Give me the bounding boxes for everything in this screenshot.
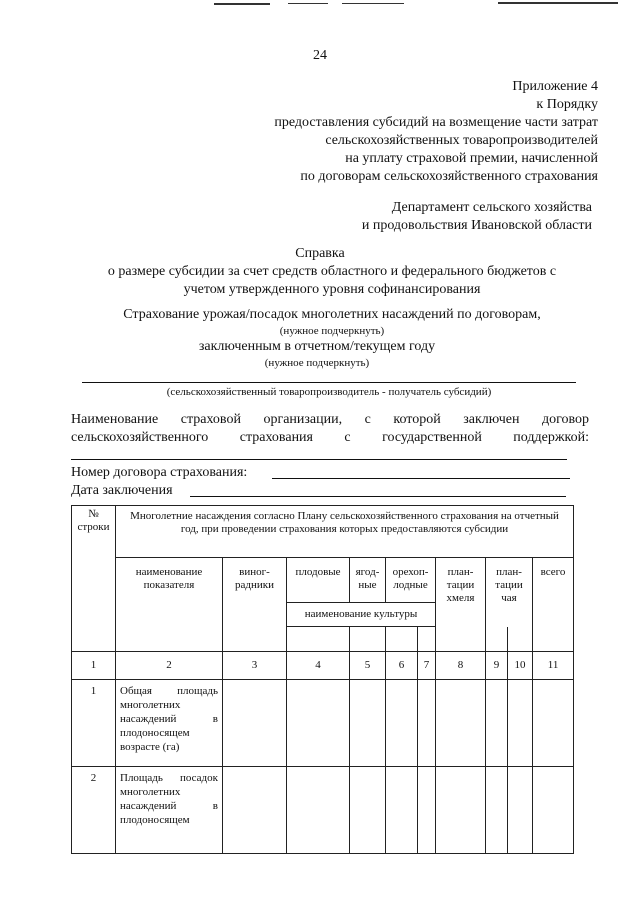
empty-cell bbox=[287, 627, 350, 652]
empty-cell bbox=[436, 627, 486, 652]
scan-artifact bbox=[214, 3, 270, 5]
col-number: 4 bbox=[287, 652, 350, 680]
scan-artifact bbox=[288, 3, 328, 4]
col-berry-header: ягод-ные bbox=[350, 558, 386, 603]
appendix-line: сельскохозяйственных товаропроизводителей bbox=[325, 133, 598, 148]
empty-cell bbox=[486, 627, 508, 652]
insurance-line: заключенным в отчетном/текущем году bbox=[198, 339, 436, 354]
data-cell[interactable] bbox=[287, 680, 350, 767]
data-cell[interactable] bbox=[533, 680, 574, 767]
contract-number-field[interactable] bbox=[272, 478, 570, 479]
department-line: Департамент сельского хозяйства bbox=[391, 200, 592, 215]
certificate-subtitle: учетом утвержденного уровня софинансирования bbox=[183, 282, 481, 297]
contract-number-label: Номер договора страхования: bbox=[71, 465, 248, 480]
col-nut-header: орехоп-лодные bbox=[386, 558, 436, 603]
appendix-line: по договорам сельскохозяйственного страхования bbox=[300, 169, 598, 184]
col-tea-header: план-тации чая bbox=[486, 558, 533, 627]
appendix-line: на уплату страховой премии, начисленной bbox=[345, 151, 598, 166]
insurance-line: Страхование урожая/посадок многолетних насаждений по договорам, bbox=[123, 307, 541, 322]
col-number: 7 bbox=[418, 652, 436, 680]
table-row bbox=[72, 680, 574, 767]
appendix-line: к Порядку bbox=[536, 97, 598, 112]
row-indicator: Площадь посадок многолетних насаждений в плодоносящем bbox=[116, 767, 223, 854]
col-number: 2 bbox=[116, 652, 223, 680]
col-number: 1 bbox=[72, 652, 116, 680]
department-line: и продовольствия Ивановской области bbox=[361, 218, 592, 233]
data-cell[interactable] bbox=[386, 680, 418, 767]
data-cell[interactable] bbox=[418, 767, 436, 854]
page-number: 24 bbox=[313, 48, 327, 63]
empty-cell bbox=[386, 627, 418, 652]
col-number: 11 bbox=[533, 652, 574, 680]
data-cell[interactable] bbox=[486, 680, 508, 767]
row-number: 1 bbox=[72, 680, 116, 767]
empty-cell bbox=[350, 627, 386, 652]
data-cell[interactable] bbox=[223, 680, 287, 767]
data-cell[interactable] bbox=[436, 767, 486, 854]
col-fruit-header: плодовые bbox=[287, 558, 350, 603]
table-row bbox=[72, 767, 574, 854]
data-cell[interactable] bbox=[287, 767, 350, 854]
col-indicator-header: наименование показателя bbox=[116, 558, 223, 652]
insurer-text bbox=[71, 411, 589, 447]
scan-artifact bbox=[342, 3, 404, 4]
scan-artifact bbox=[498, 2, 618, 4]
col-number: 3 bbox=[223, 652, 287, 680]
contract-date-label: Дата заключения bbox=[71, 483, 173, 498]
data-cell[interactable] bbox=[486, 767, 508, 854]
col-number: 8 bbox=[436, 652, 486, 680]
insurer-line: сельскохозяйственного страхования с государственной поддержкой: bbox=[71, 430, 589, 445]
col-number: 10 bbox=[508, 652, 533, 680]
department-block bbox=[250, 199, 592, 235]
appendix-block bbox=[180, 78, 598, 186]
col-total-header: всего bbox=[533, 558, 574, 652]
appendix-line: предоставления субсидий на возмещение части затрат bbox=[274, 115, 598, 130]
empty-cell bbox=[418, 627, 436, 652]
certificate-title: Справка bbox=[295, 246, 345, 261]
data-cell[interactable] bbox=[508, 680, 533, 767]
subsidy-table bbox=[71, 505, 574, 854]
main-header: Многолетние насаждения согласно Плану сельскохозяйственного страхования на отчетный год, при проведении страхования которых предоставляются субсидии bbox=[116, 506, 574, 558]
culture-name-label: наименование культуры bbox=[287, 603, 436, 627]
recipient-caption: (сельскохозяйственный товаропроизводитель - получатель субсидий) bbox=[166, 386, 492, 398]
data-cell[interactable] bbox=[386, 767, 418, 854]
col-number: 5 bbox=[350, 652, 386, 680]
appendix-line: Приложение 4 bbox=[512, 79, 598, 94]
data-cell[interactable] bbox=[223, 767, 287, 854]
insurance-note: (нужное подчеркнуть) bbox=[264, 357, 370, 369]
insurance-note: (нужное подчеркнуть) bbox=[279, 325, 385, 337]
col-number: 6 bbox=[386, 652, 418, 680]
data-cell[interactable] bbox=[436, 680, 486, 767]
col-hops-header: план-тации хмеля bbox=[436, 558, 486, 627]
col-vineyards-header: виног-радники bbox=[223, 558, 287, 652]
insurer-name-line bbox=[71, 459, 567, 460]
row-no-header: № строки bbox=[72, 506, 116, 652]
data-cell[interactable] bbox=[350, 680, 386, 767]
insurer-line: Наименование страховой организации, с которой заключен договор bbox=[71, 412, 589, 427]
data-cell[interactable] bbox=[508, 767, 533, 854]
recipient-line bbox=[82, 382, 576, 383]
contract-date-field[interactable] bbox=[190, 496, 566, 497]
data-cell[interactable] bbox=[350, 767, 386, 854]
data-cell[interactable] bbox=[533, 767, 574, 854]
certificate-subtitle: о размере субсидии за счет средств областного и федерального бюджетов с bbox=[107, 264, 557, 279]
row-number: 2 bbox=[72, 767, 116, 854]
data-cell[interactable] bbox=[418, 680, 436, 767]
empty-cell bbox=[508, 627, 533, 652]
row-indicator: Общая площадь многолетних насаждений в плодоносящем возрасте (га) bbox=[116, 680, 223, 767]
col-number: 9 bbox=[486, 652, 508, 680]
